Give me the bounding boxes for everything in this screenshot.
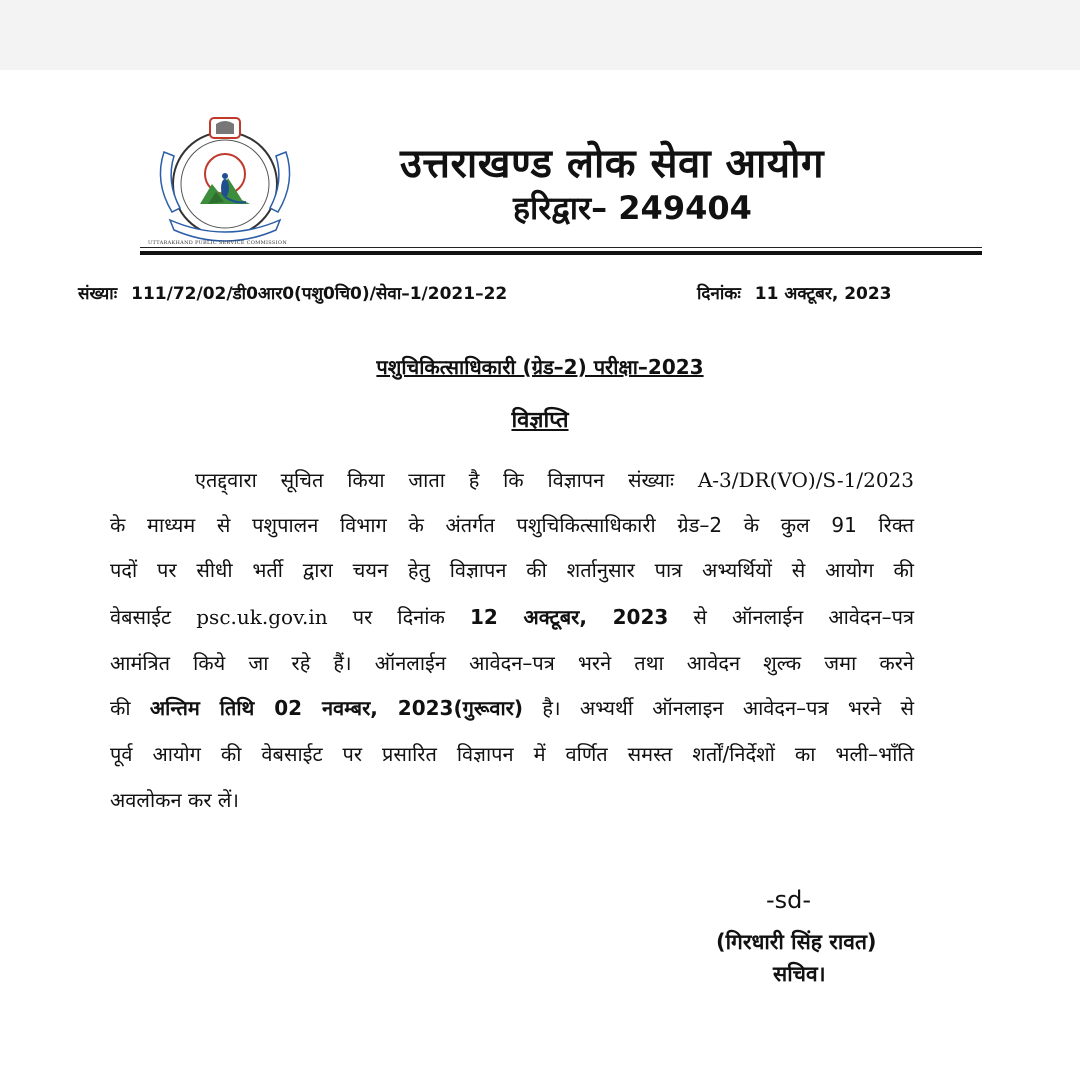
organization-name: उत्तराखण्ड लोक सेवा आयोग <box>400 141 824 187</box>
body-text: है। अभ्यर्थी ऑनलाइन आवेदन–पत्र भरने से <box>542 696 914 720</box>
organization-address: हरिद्वार– 249404 <box>513 189 752 227</box>
notice-heading: विज्ञप्ति <box>511 408 569 433</box>
body-text: एतद्द्वारा सूचित किया जाता है कि विज्ञापन संख्याः <box>195 468 675 492</box>
reference-number <box>78 281 507 304</box>
body-text: पर दिनांक <box>352 605 445 629</box>
body-line-3: पदों पर सीधी भर्ती द्वारा चयन हेतु विज्ञापन की शर्तानुसार पात्र अभ्यर्थियों से आयोग की <box>110 558 914 582</box>
start-date: 12 अक्टूबर, 2023 <box>469 605 669 629</box>
body-line-5: आमंत्रित किये जा रहे हैं। ऑनलाईन आवेदन–पत्र भरने तथा आवेदन शुल्क जमा करने <box>110 651 914 675</box>
top-band <box>0 0 1080 70</box>
header-divider-thin <box>140 247 982 248</box>
body-text: की <box>110 696 131 720</box>
last-date: अन्तिम तिथि 02 नवम्बर, 2023(गुरूवार) <box>149 696 524 720</box>
date-label: दिनांकः <box>697 284 741 304</box>
body-line-2: के माध्यम से पशुपालन विभाग के अंतर्गत पशुचिकित्साधिकारी ग्रेड–2 के कुल 91 रिक्त <box>110 513 914 537</box>
body-line-8: अवलोकन कर लें। <box>110 788 239 812</box>
body-text: से ऑनलाईन आवेदन–पत्र <box>693 605 915 629</box>
date-value: 11 अक्टूबर, 2023 <box>754 284 892 304</box>
body-text: वेबसाईट <box>110 605 172 629</box>
advertisement-number: A-3/DR(VO)/S-1/2023 <box>697 468 914 492</box>
reference-date <box>697 281 892 304</box>
notice-subject: पशुचिकित्साधिकारी (ग्रेड–2) परीक्षा–2023 <box>376 355 704 379</box>
body-line-4 <box>110 602 914 632</box>
reference-label: संख्याः <box>78 284 118 304</box>
header-divider-thick <box>140 251 982 255</box>
website-url: psc.uk.gov.in <box>196 605 328 629</box>
signatory-designation: सचिव। <box>773 962 826 986</box>
signature-sd: -sd- <box>766 886 812 914</box>
body-line-1 <box>195 465 914 495</box>
body-line-6 <box>110 693 914 723</box>
logo-caption: UTTARAKHAND PUBLIC SERVICE COMMISSION <box>148 240 288 246</box>
body-line-7: पूर्व आयोग की वेबसाईट पर प्रसारित विज्ञापन में वर्णित समस्त शर्तों/निर्देशों का भली–भाँति <box>110 742 914 766</box>
signatory-name: (गिरधारी सिंह रावत) <box>716 930 877 954</box>
uksc-emblem-icon <box>150 112 300 247</box>
reference-value: 111/72/02/डी0आर0(पशु0चि0)/सेवा–1/2021–22 <box>131 284 508 304</box>
